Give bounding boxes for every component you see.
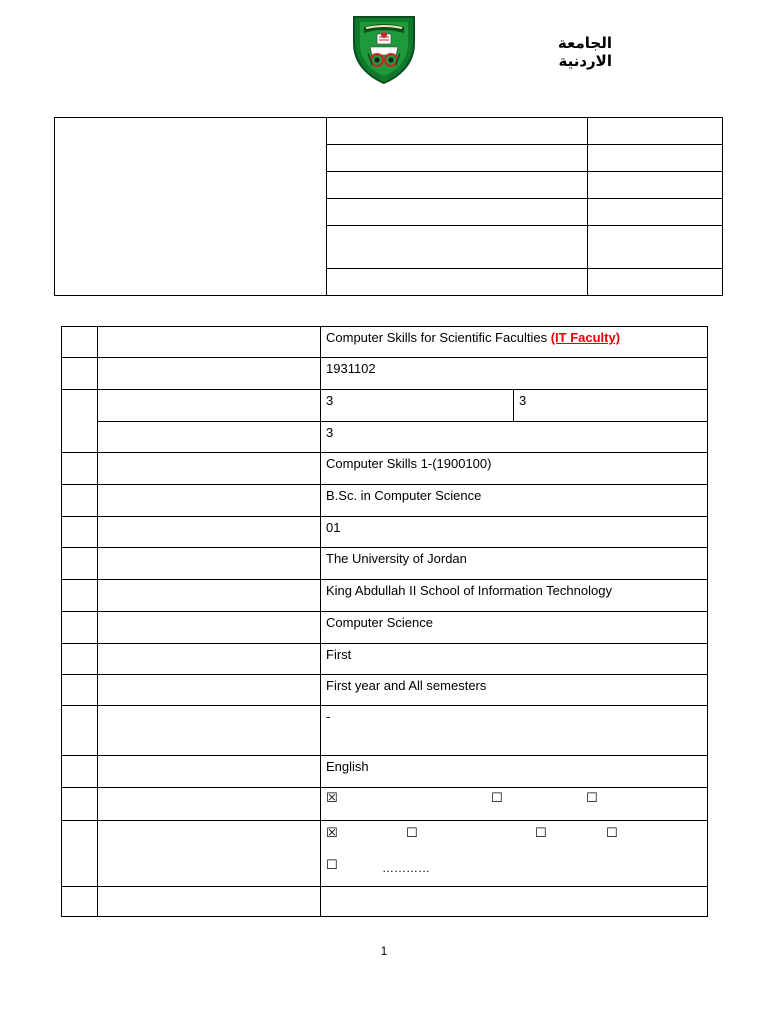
checkbox-unchecked[interactable]: ☐ — [491, 791, 503, 806]
header-info-cell — [327, 269, 588, 296]
row-label-cell — [98, 887, 321, 917]
row-label-cell — [98, 821, 321, 887]
row-number-cell — [62, 580, 98, 612]
row-label-cell — [98, 485, 321, 517]
row-number-cell — [62, 548, 98, 580]
header-info-cell — [588, 269, 723, 296]
program-name: B.Sc. in Computer Science — [321, 485, 708, 517]
university-name-arabic: الجامعة الاردنية — [557, 34, 612, 70]
row-number-cell — [62, 644, 98, 675]
year-semester: First year and All semesters — [321, 675, 708, 706]
empty-value-cell — [321, 887, 708, 917]
header-info-cell — [327, 226, 588, 269]
page-number: 1 — [380, 944, 388, 958]
row-label-cell — [98, 644, 321, 675]
course-code: 1931102 — [321, 358, 708, 390]
row-label-cell — [98, 675, 321, 706]
table-row — [62, 485, 708, 517]
header-info-blank-cell — [55, 118, 327, 296]
table-row — [62, 821, 708, 887]
credit-hours-c: 3 — [321, 422, 708, 453]
university-logo — [350, 13, 418, 85]
school-name: King Abdullah II School of Information Technology — [321, 580, 708, 612]
row-number-cell — [62, 327, 98, 358]
row-number-cell — [62, 390, 98, 453]
table-row — [62, 788, 708, 821]
row-label-cell — [98, 548, 321, 580]
course-title: Computer Skills for Scientific Faculties — [326, 330, 548, 345]
checkbox-checked[interactable]: ☒ — [326, 826, 338, 841]
header-info-cell — [588, 172, 723, 199]
header-info-cell — [327, 172, 588, 199]
header-info-cell — [327, 118, 588, 145]
delivery-options-cell — [321, 788, 708, 821]
table-row — [62, 706, 708, 756]
row-label-cell — [98, 756, 321, 788]
course-level: First — [321, 644, 708, 675]
header-info-cell — [588, 226, 723, 269]
row-label-cell — [98, 390, 321, 422]
table-row — [62, 390, 708, 422]
row-number-cell — [62, 612, 98, 644]
row-number-cell — [62, 706, 98, 756]
row-label-cell — [98, 580, 321, 612]
table-row — [62, 612, 708, 644]
other-dots: ………… — [382, 861, 430, 875]
row-label-cell — [98, 453, 321, 485]
row-number-cell — [62, 887, 98, 917]
row-number-cell — [62, 788, 98, 821]
course-title-cell — [321, 327, 708, 358]
header-info-cell — [588, 118, 723, 145]
checkbox-unchecked[interactable]: ☐ — [586, 791, 598, 806]
table-row — [62, 580, 708, 612]
credit-hours-b: 3 — [514, 390, 708, 422]
course-info-table — [61, 326, 708, 917]
header-info-cell — [327, 199, 588, 226]
department-name: Computer Science — [321, 612, 708, 644]
row-label-cell — [98, 517, 321, 548]
faculty-tag: (IT Faculty) — [550, 330, 621, 345]
row-number-cell — [62, 453, 98, 485]
table-row — [62, 887, 708, 917]
checkbox-unchecked[interactable]: ☐ — [535, 826, 547, 841]
table-row — [62, 644, 708, 675]
row-number-cell — [62, 675, 98, 706]
credit-hours-a: 3 — [321, 390, 514, 422]
table-row — [62, 422, 708, 453]
row-label-cell — [98, 788, 321, 821]
header-info-table — [54, 117, 723, 296]
row-label-cell — [98, 358, 321, 390]
row-number-cell — [62, 517, 98, 548]
table-row — [62, 756, 708, 788]
prerequisite: Computer Skills 1-(1900100) — [321, 453, 708, 485]
university-name: The University of Jordan — [321, 548, 708, 580]
table-row — [62, 453, 708, 485]
table-row — [62, 675, 708, 706]
table-row — [62, 358, 708, 390]
checkbox-unchecked[interactable]: ☐ — [326, 858, 338, 873]
row-label-cell — [98, 422, 321, 453]
row-number-cell — [62, 485, 98, 517]
checkbox-unchecked[interactable]: ☐ — [606, 826, 618, 841]
program-code: 01 — [321, 517, 708, 548]
row-label-cell — [98, 612, 321, 644]
row-number-cell — [62, 756, 98, 788]
row-label-cell — [98, 327, 321, 358]
header-info-cell — [327, 145, 588, 172]
row-number-cell — [62, 358, 98, 390]
instruction-language: English — [321, 756, 708, 788]
row-number-cell — [62, 821, 98, 887]
table-row — [62, 327, 708, 358]
checkbox-checked[interactable]: ☒ — [326, 791, 338, 806]
header-info-cell — [588, 145, 723, 172]
teaching-options-cell — [321, 821, 708, 887]
checkbox-unchecked[interactable]: ☐ — [406, 826, 418, 841]
row-label-cell — [98, 706, 321, 756]
other-info: - — [321, 706, 708, 756]
table-row — [62, 517, 708, 548]
header-info-cell — [588, 199, 723, 226]
table-row — [62, 548, 708, 580]
